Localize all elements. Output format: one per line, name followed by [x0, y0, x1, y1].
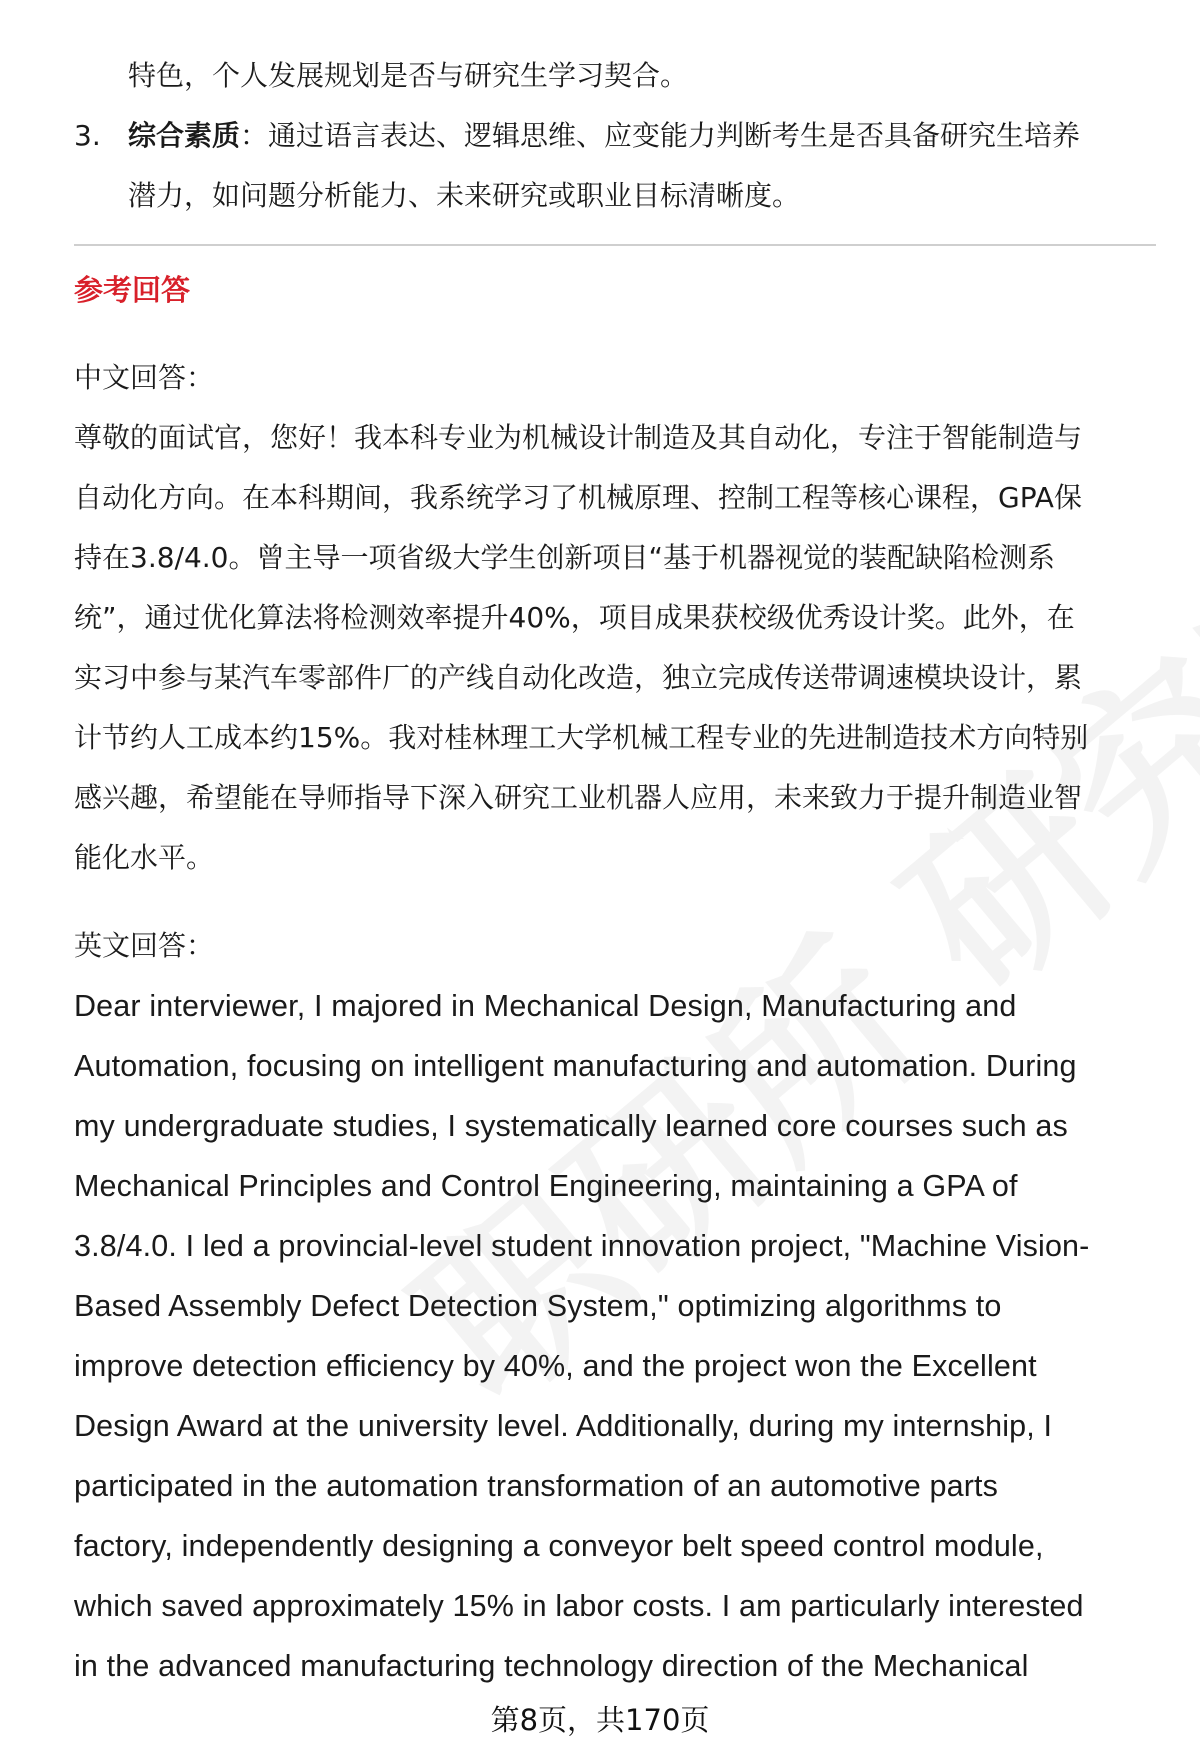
english-answer-line: 3.8/4.0. I led a provincial-level student innovation project, "Machine Vision- [74, 1229, 1090, 1263]
criteria-item-3 [74, 106, 1156, 166]
chinese-answer-body [74, 408, 1156, 888]
reference-answer-heading: 参考回答 [74, 273, 191, 307]
english-answer-line: Design Award at the university level. Additionally, during my internship, I [74, 1409, 1053, 1443]
english-answer-line: which saved approximately 15% in labor costs. I am particularly interested [74, 1589, 1084, 1623]
document-page [74, 0, 1156, 1696]
english-answer-line: improve detection efficiency by 40%, and the project won the Excellent [74, 1349, 1037, 1383]
chinese-answer-line: 计节约人工成本约15%。我对桂林理工大学机械工程专业的先进制造技术方向特别 [74, 721, 1089, 754]
english-answer-line: in the advanced manufacturing technology direction of the Mechanical [74, 1649, 1029, 1683]
english-answer-label: 英文回答： [74, 929, 215, 962]
chinese-answer-line: 统”，通过优化算法将检测效率提升40%，项目成果获校级优秀设计奖。此外，在 [74, 601, 1075, 634]
chinese-answer-line: 实习中参与某汽车零部件厂的产线自动化改造，独立完成传送带调速模块设计，累 [74, 661, 1083, 694]
chinese-answer-line: 持在3.8/4.0。曾主导一项省级大学生创新项目“基于机器视觉的装配缺陷检测系 [74, 541, 1056, 574]
english-answer-line: Based Assembly Defect Detection System," optimizing algorithms to [74, 1289, 1002, 1323]
english-answer-line: factory, independently designing a conveyor belt speed control module, [74, 1529, 1044, 1563]
chinese-answer-line: 尊敬的面试官，您好！我本科专业为机械设计制造及其自动化，专注于智能制造与 [74, 421, 1083, 454]
english-answer-line: participated in the automation transformation of an automotive parts [74, 1469, 999, 1503]
english-answer-line: Dear interviewer, I majored in Mechanical Design, Manufacturing and [74, 989, 1017, 1023]
section-divider [74, 244, 1156, 246]
english-answer-line: Mechanical Principles and Control Engineering, maintaining a GPA of [74, 1169, 1018, 1203]
list-number: 3. [74, 119, 101, 152]
criteria-item-3-continuation: 潜力，如问题分析能力、未来研究或职业目标清晰度。 [128, 179, 801, 212]
chinese-answer-line: 能化水平。 [74, 841, 215, 874]
english-answer-body [74, 976, 1156, 1696]
criteria-item-3-text [128, 106, 1080, 166]
english-answer-line: Automation, focusing on intelligent manufacturing and automation. During [74, 1049, 1077, 1083]
chinese-answer-label: 中文回答： [74, 361, 215, 394]
chinese-answer-line: 感兴趣，希望能在导师指导下深入研究工业机器人应用，未来致力于提升制造业智 [74, 781, 1083, 814]
criteria-item-3-title: 综合素质 [128, 119, 241, 152]
page-number-footer: 第8页，共170页 [490, 1703, 710, 1737]
chinese-answer-line: 自动化方向。在本科期间，我系统学习了机械原理、控制工程等核心课程，GPA保 [74, 481, 1082, 514]
english-answer-line: my undergraduate studies, I systematically learned core courses such as [74, 1109, 1068, 1143]
criteria-item-2-continuation: 特色，个人发展规划是否与研究生学习契合。 [128, 59, 689, 92]
criteria-item-3-body: ：通过语言表达、逻辑思维、应变能力判断考生是否具备研究生培养 [240, 119, 1081, 152]
